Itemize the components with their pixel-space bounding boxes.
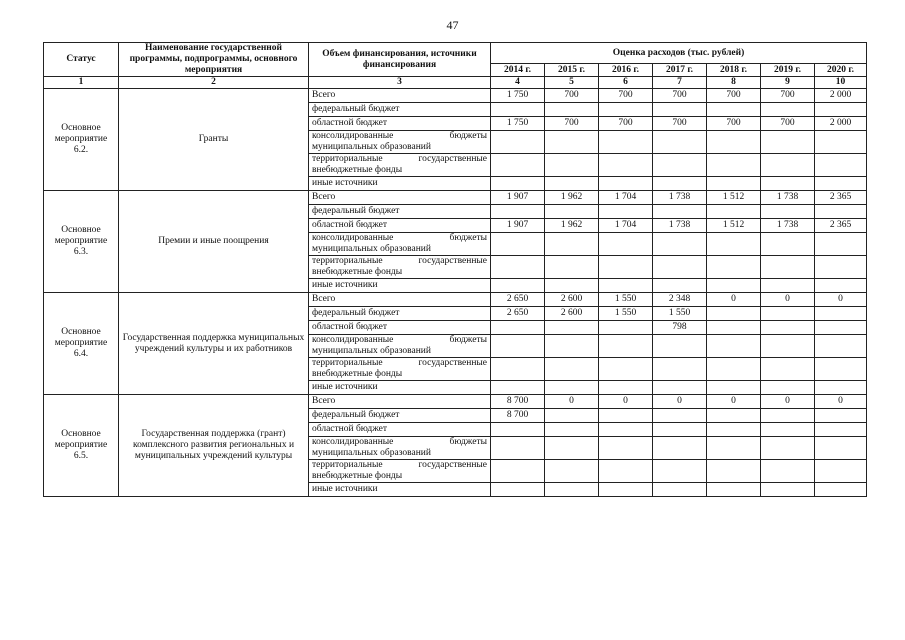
- funding-source: Всего: [309, 395, 491, 409]
- measure-status: Основное мероприятие 6.5.: [44, 395, 119, 497]
- funding-source: консолидированные бюджеты муниципальных образований: [309, 233, 491, 256]
- funding-source: консолидированные бюджеты муниципальных образований: [309, 131, 491, 154]
- expense-value: [545, 358, 599, 381]
- expense-value: [653, 233, 707, 256]
- expense-value: [761, 335, 815, 358]
- expense-value: [545, 154, 599, 177]
- expense-value: [707, 131, 761, 154]
- expense-value: [545, 460, 599, 483]
- expense-value: [815, 321, 867, 335]
- expense-value: [707, 423, 761, 437]
- expense-value: 1 550: [599, 293, 653, 307]
- expense-value: [545, 177, 599, 191]
- expense-value: [761, 483, 815, 497]
- expense-value: 2 000: [815, 117, 867, 131]
- expense-value: 2 365: [815, 219, 867, 233]
- header-estimate: Оценка расходов (тыс. рублей): [491, 43, 867, 64]
- measure-name: Премии и иные поощрения: [119, 191, 309, 293]
- expense-value: [707, 483, 761, 497]
- expense-value: [815, 358, 867, 381]
- expense-value: 8 700: [491, 409, 545, 423]
- expense-value: [761, 103, 815, 117]
- expense-value: [653, 256, 707, 279]
- expense-value: [761, 279, 815, 293]
- expense-value: 0: [707, 293, 761, 307]
- expense-value: [707, 233, 761, 256]
- header-year: 2020 г.: [815, 64, 867, 77]
- expense-value: 700: [653, 117, 707, 131]
- funding-source: иные источники: [309, 279, 491, 293]
- expense-value: 700: [761, 117, 815, 131]
- expense-value: [761, 321, 815, 335]
- funding-source: федеральный бюджет: [309, 409, 491, 423]
- expense-value: 0: [653, 395, 707, 409]
- funding-table: [43, 42, 867, 497]
- expense-value: [815, 103, 867, 117]
- expense-value: [545, 437, 599, 460]
- expense-value: [707, 154, 761, 177]
- funding-source: консолидированные бюджеты муниципальных образований: [309, 437, 491, 460]
- expense-value: [653, 103, 707, 117]
- table-row: [44, 395, 867, 409]
- expense-value: 700: [653, 89, 707, 103]
- funding-source: территориальные государственные внебюджетные фонды: [309, 460, 491, 483]
- expense-value: [761, 256, 815, 279]
- expense-value: [815, 460, 867, 483]
- expense-value: [491, 460, 545, 483]
- funding-source: территориальные государственные внебюджетные фонды: [309, 256, 491, 279]
- expense-value: [491, 483, 545, 497]
- expense-value: [599, 131, 653, 154]
- expense-value: 0: [707, 395, 761, 409]
- expense-value: [545, 381, 599, 395]
- column-number: 4: [491, 77, 545, 89]
- expense-value: [815, 409, 867, 423]
- page-number: 47: [446, 18, 459, 32]
- column-number: 9: [761, 77, 815, 89]
- expense-value: [761, 437, 815, 460]
- expense-value: [545, 409, 599, 423]
- expense-value: [653, 279, 707, 293]
- funding-source: Всего: [309, 293, 491, 307]
- funding-source: Всего: [309, 191, 491, 205]
- expense-value: [599, 358, 653, 381]
- expense-value: [707, 335, 761, 358]
- expense-value: [761, 409, 815, 423]
- expense-value: [761, 381, 815, 395]
- expense-value: [707, 460, 761, 483]
- expense-value: [653, 409, 707, 423]
- expense-value: [599, 321, 653, 335]
- expense-value: [815, 256, 867, 279]
- column-number: 10: [815, 77, 867, 89]
- expense-value: [815, 279, 867, 293]
- expense-value: 2 000: [815, 89, 867, 103]
- expense-value: [707, 437, 761, 460]
- expense-value: 1 962: [545, 191, 599, 205]
- expense-value: 2 650: [491, 293, 545, 307]
- expense-value: 8 700: [491, 395, 545, 409]
- header-year: 2014 г.: [491, 64, 545, 77]
- expense-value: [545, 279, 599, 293]
- expense-value: [815, 177, 867, 191]
- expense-value: 1 738: [653, 191, 707, 205]
- expense-value: [599, 103, 653, 117]
- expense-value: [491, 233, 545, 256]
- header-year: 2017 г.: [653, 64, 707, 77]
- funding-source: иные источники: [309, 483, 491, 497]
- funding-source: иные источники: [309, 381, 491, 395]
- measure-status: Основное мероприятие 6.2.: [44, 89, 119, 191]
- expense-value: [761, 233, 815, 256]
- expense-value: 2 600: [545, 307, 599, 321]
- expense-value: [491, 423, 545, 437]
- column-number: 7: [653, 77, 707, 89]
- expense-value: [761, 423, 815, 437]
- expense-value: [707, 358, 761, 381]
- expense-value: [545, 256, 599, 279]
- expense-value: [545, 423, 599, 437]
- expense-value: [815, 205, 867, 219]
- funding-source: федеральный бюджет: [309, 307, 491, 321]
- expense-value: [599, 335, 653, 358]
- expense-value: 0: [815, 293, 867, 307]
- expense-value: [707, 381, 761, 395]
- header-funding: Объем финансирования, источники финансирования: [309, 43, 491, 77]
- expense-value: [653, 437, 707, 460]
- expense-value: [653, 335, 707, 358]
- funding-source: Всего: [309, 89, 491, 103]
- column-number: 1: [44, 77, 119, 89]
- measure-status: Основное мероприятие 6.4.: [44, 293, 119, 395]
- expense-value: 1 750: [491, 89, 545, 103]
- expense-value: [599, 154, 653, 177]
- funding-source: территориальные государственные внебюджетные фонды: [309, 358, 491, 381]
- expense-value: [707, 321, 761, 335]
- expense-value: [491, 103, 545, 117]
- expense-value: 0: [599, 395, 653, 409]
- expense-value: [599, 423, 653, 437]
- expense-value: [707, 307, 761, 321]
- expense-value: [599, 177, 653, 191]
- expense-value: [599, 409, 653, 423]
- expense-value: [491, 358, 545, 381]
- funding-source: консолидированные бюджеты муниципальных образований: [309, 335, 491, 358]
- measure-status: Основное мероприятие 6.3.: [44, 191, 119, 293]
- funding-source: областной бюджет: [309, 117, 491, 131]
- expense-value: [707, 279, 761, 293]
- expense-value: [815, 437, 867, 460]
- expense-value: [545, 335, 599, 358]
- expense-value: [653, 154, 707, 177]
- expense-value: [599, 279, 653, 293]
- expense-value: [761, 205, 815, 219]
- expense-value: 1 907: [491, 219, 545, 233]
- funding-source: федеральный бюджет: [309, 205, 491, 219]
- expense-value: [761, 177, 815, 191]
- expense-value: 2 365: [815, 191, 867, 205]
- expense-value: 700: [707, 117, 761, 131]
- expense-value: 1 512: [707, 219, 761, 233]
- expense-value: [491, 205, 545, 219]
- expense-value: 1 550: [653, 307, 707, 321]
- expense-value: [707, 103, 761, 117]
- table-header: [44, 43, 867, 89]
- expense-value: [545, 321, 599, 335]
- funding-source: областной бюджет: [309, 423, 491, 437]
- table-row: [44, 191, 867, 205]
- expense-value: 1 512: [707, 191, 761, 205]
- expense-value: 0: [761, 395, 815, 409]
- measure-name: Государственная поддержка (грант) комплексного развития региональных и муниципальных учреждений культуры: [119, 395, 309, 497]
- expense-value: [545, 205, 599, 219]
- expense-value: 1 962: [545, 219, 599, 233]
- expense-value: [761, 460, 815, 483]
- expense-value: [815, 335, 867, 358]
- header-year: 2016 г.: [599, 64, 653, 77]
- expense-value: 2 600: [545, 293, 599, 307]
- expense-value: [653, 177, 707, 191]
- expense-value: [653, 205, 707, 219]
- expense-value: [761, 358, 815, 381]
- funding-source: территориальные государственные внебюджетные фонды: [309, 154, 491, 177]
- expense-value: 700: [761, 89, 815, 103]
- expense-value: [815, 307, 867, 321]
- expense-value: 0: [761, 293, 815, 307]
- expense-value: [599, 205, 653, 219]
- expense-value: [491, 437, 545, 460]
- expense-value: [599, 381, 653, 395]
- expense-value: [653, 358, 707, 381]
- expense-value: 1 738: [761, 219, 815, 233]
- expense-value: [653, 381, 707, 395]
- expense-value: [545, 233, 599, 256]
- header-status: Статус: [44, 43, 119, 77]
- expense-value: 1 907: [491, 191, 545, 205]
- expense-value: [491, 381, 545, 395]
- column-number: 3: [309, 77, 491, 89]
- expense-value: [491, 335, 545, 358]
- expense-value: [707, 177, 761, 191]
- expense-value: 1 750: [491, 117, 545, 131]
- expense-value: [599, 483, 653, 497]
- column-number: 6: [599, 77, 653, 89]
- table-row: [44, 293, 867, 307]
- funding-source: федеральный бюджет: [309, 103, 491, 117]
- measure-name: Государственная поддержка муниципальных учреждений культуры и их работников: [119, 293, 309, 395]
- expense-value: 700: [707, 89, 761, 103]
- expense-value: [491, 131, 545, 154]
- expense-value: [545, 483, 599, 497]
- column-number: 2: [119, 77, 309, 89]
- expense-value: 700: [599, 117, 653, 131]
- header-year: 2015 г.: [545, 64, 599, 77]
- expense-value: 700: [545, 117, 599, 131]
- expense-value: [599, 233, 653, 256]
- expense-value: [815, 154, 867, 177]
- expense-value: [599, 256, 653, 279]
- header-name: Наименование государственной программы, подпрограммы, основного мероприятия: [119, 43, 309, 77]
- expense-value: [599, 460, 653, 483]
- expense-value: [761, 131, 815, 154]
- expense-value: [491, 279, 545, 293]
- expense-value: [815, 233, 867, 256]
- expense-value: 0: [545, 395, 599, 409]
- expense-value: 700: [545, 89, 599, 103]
- expense-value: 1 550: [599, 307, 653, 321]
- funding-source: иные источники: [309, 177, 491, 191]
- expense-value: [545, 131, 599, 154]
- expense-value: [761, 307, 815, 321]
- expense-value: [707, 256, 761, 279]
- expense-value: [491, 177, 545, 191]
- expense-value: [653, 483, 707, 497]
- expense-value: [761, 154, 815, 177]
- expense-value: 798: [653, 321, 707, 335]
- table-body: [44, 89, 867, 497]
- expense-value: 700: [599, 89, 653, 103]
- expense-value: [491, 256, 545, 279]
- expense-value: [707, 409, 761, 423]
- expense-value: [815, 131, 867, 154]
- expense-value: [653, 131, 707, 154]
- expense-value: [707, 205, 761, 219]
- column-number: 8: [707, 77, 761, 89]
- expense-value: 1 704: [599, 219, 653, 233]
- expense-value: 1 738: [653, 219, 707, 233]
- measure-name: Гранты: [119, 89, 309, 191]
- expense-value: 1 704: [599, 191, 653, 205]
- expense-value: 2 650: [491, 307, 545, 321]
- expense-value: [653, 460, 707, 483]
- expense-value: 2 348: [653, 293, 707, 307]
- funding-source: областной бюджет: [309, 321, 491, 335]
- header-year: 2019 г.: [761, 64, 815, 77]
- header-year: 2018 г.: [707, 64, 761, 77]
- expense-value: [491, 154, 545, 177]
- expense-value: [599, 437, 653, 460]
- expense-value: 1 738: [761, 191, 815, 205]
- expense-value: [545, 103, 599, 117]
- expense-value: [815, 423, 867, 437]
- expense-value: [491, 321, 545, 335]
- funding-source: областной бюджет: [309, 219, 491, 233]
- column-number: 5: [545, 77, 599, 89]
- expense-value: 0: [815, 395, 867, 409]
- expense-value: [815, 381, 867, 395]
- expense-value: [653, 423, 707, 437]
- expense-value: [815, 483, 867, 497]
- table-row: [44, 89, 867, 103]
